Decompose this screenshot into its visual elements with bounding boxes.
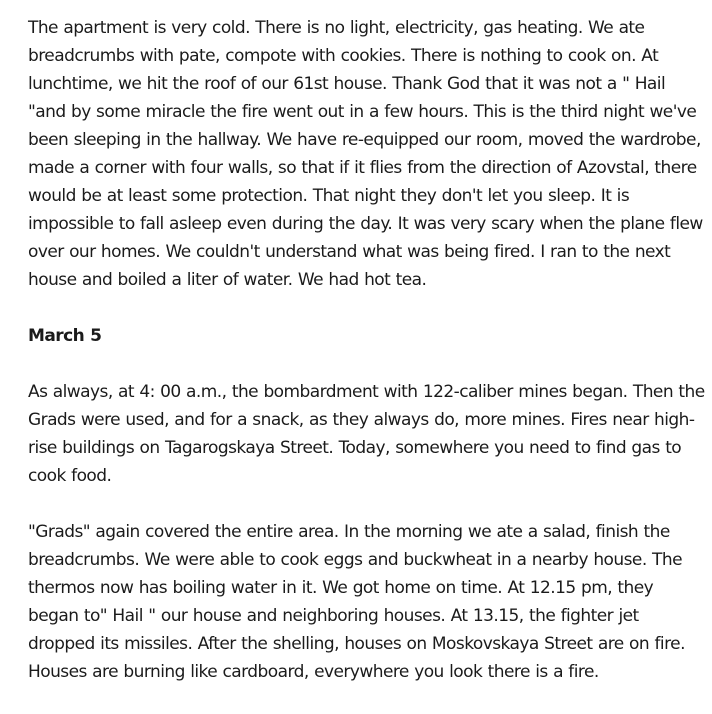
text-line: rise buildings on Tagarogskaya Street. Today, somewhere you need to find gas to [28, 438, 682, 458]
text-line: breadcrumbs. We were able to cook eggs and buckwheat in a nearby house. The [28, 550, 683, 570]
article-body [28, 14, 705, 714]
text-line: would be at least some protection. That night they don't let you sleep. It is [28, 186, 630, 206]
text-line: began to" Hail " our house and neighboring houses. At 13.15, the fighter jet [28, 606, 639, 626]
text-line: Grads were used, and for a snack, as they always do, more mines. Fires near high- [28, 410, 695, 430]
paragraph-grads [28, 518, 698, 686]
text-line: thermos now has boiling water in it. We got home on time. At 12.15 pm, they [28, 578, 654, 598]
text-line: made a corner with four walls, so that if it flies from the direction of Azovstal, there [28, 158, 697, 178]
text-line: The apartment is very cold. There is no light, electricity, gas heating. We ate [28, 18, 645, 38]
text-line: been sleeping in the hallway. We have re-equipped our room, moved the wardrobe, [28, 130, 701, 150]
text-line: house and boiled a liter of water. We had hot tea. [28, 270, 427, 290]
text-line: Houses are burning like cardboard, everywhere you look there is a fire. [28, 662, 599, 682]
text-line: impossible to fall asleep even during the day. It was very scary when the plane flew [28, 214, 703, 234]
text-line: cook food. [28, 466, 112, 486]
text-line: breadcrumbs with pate, compote with cookies. There is nothing to cook on. At [28, 46, 659, 66]
paragraph-bombardment [28, 378, 705, 490]
text-line: dropped its missiles. After the shelling, houses on Moskovskaya Street are on fire. [28, 634, 685, 654]
text-line: "and by some miracle the fire went out in a few hours. This is the third night we've [28, 102, 697, 122]
text-line: As always, at 4: 00 a.m., the bombardment with 122-caliber mines began. Then the [28, 382, 705, 402]
text-line: "Grads" again covered the entire area. In the morning we ate a salad, finish the [28, 522, 670, 542]
date-heading: March 5 [28, 326, 102, 346]
text-line: lunchtime, we hit the roof of our 61st house. Thank God that it was not a " Hail [28, 74, 666, 94]
paragraph-apartment-cold [28, 14, 703, 294]
text-line: over our homes. We couldn't understand what was being fired. I ran to the next [28, 242, 671, 262]
